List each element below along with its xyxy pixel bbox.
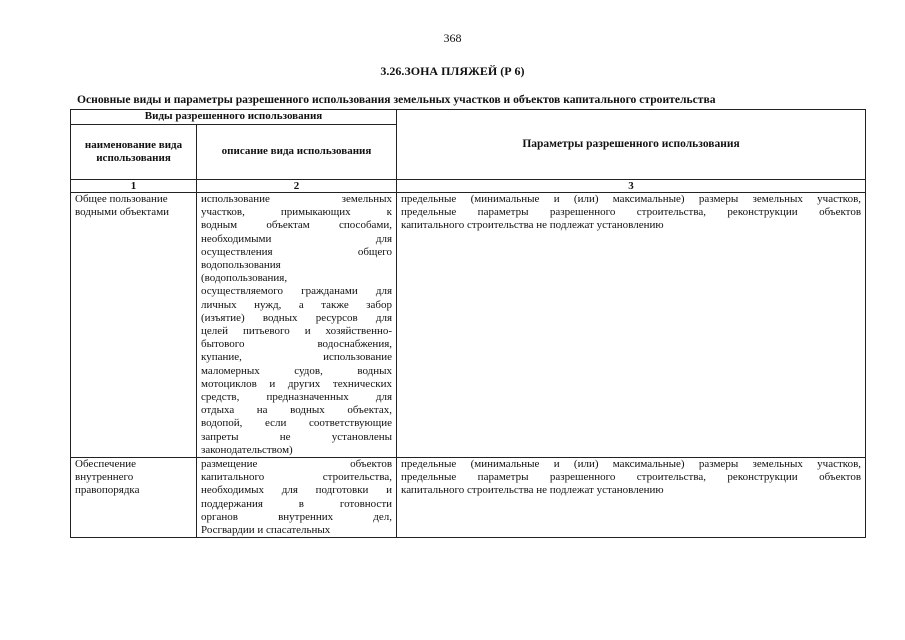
use-name-cell: Общее пользование водными объектами bbox=[71, 193, 197, 458]
description-line: личных нужд, а также забор bbox=[201, 298, 393, 311]
parameters-line: предельные параметры разрешенного строительства, реконструкции объектов bbox=[401, 471, 862, 484]
description-line: запреты не установлены bbox=[201, 430, 393, 443]
page-number: 368 bbox=[443, 31, 462, 45]
use-parameters-cell bbox=[397, 458, 866, 538]
column-number: 2 bbox=[197, 180, 397, 193]
description-line: купание, использование bbox=[201, 351, 393, 364]
description-line: необходимых для подготовки и bbox=[201, 484, 393, 497]
description-line: Росгвардии и спасательных bbox=[201, 524, 331, 537]
description-line: осуществляемого гражданами для bbox=[201, 285, 393, 298]
params-header: Параметры разрешенного использования bbox=[397, 110, 866, 180]
description-line: водным объектам способами, bbox=[201, 219, 393, 232]
description-line: необходимыми для bbox=[201, 232, 393, 245]
use-description-cell bbox=[197, 458, 397, 538]
use-parameters-cell bbox=[397, 193, 866, 458]
name-header: наименование вида использования bbox=[71, 125, 197, 180]
description-line: целей питьевого и хозяйственно- bbox=[201, 325, 393, 338]
table-row bbox=[71, 193, 866, 458]
description-line: использование земельных bbox=[201, 193, 393, 205]
description-line: участков, примыкающих к bbox=[201, 206, 393, 219]
description-line: органов внутренних дел, bbox=[201, 510, 393, 523]
description-line: размещение объектов bbox=[201, 458, 393, 471]
parameters-line: капитального строительства не подлежат установлению bbox=[401, 219, 664, 232]
zone-title: 3.26.ЗОНА ПЛЯЖЕЙ (Р 6) bbox=[380, 64, 525, 78]
description-line: водопользования bbox=[201, 259, 281, 272]
description-line: законодательством) bbox=[201, 443, 293, 456]
description-line: отдыха на водных объектах, bbox=[201, 404, 393, 417]
description-line: маломерных судов, водных bbox=[201, 364, 393, 377]
use-description-cell bbox=[197, 193, 397, 458]
description-line: мотоциклов и других технических bbox=[201, 377, 393, 390]
column-number: 1 bbox=[71, 180, 197, 193]
description-line: поддержания в готовности bbox=[201, 497, 393, 510]
table-caption: Основные виды и параметры разрешенного использования земельных участков и объектов капитального строительства bbox=[77, 93, 716, 106]
description-line: бытового водоснабжения, bbox=[201, 338, 393, 351]
description-line: капитального строительства, bbox=[201, 471, 393, 484]
description-line: осуществления общего bbox=[201, 245, 393, 258]
column-number: 3 bbox=[397, 180, 866, 193]
parameters-line: предельные (минимальные и (или) максимальные) размеры земельных участков, bbox=[401, 458, 862, 471]
description-line: (водопользования, bbox=[201, 272, 288, 285]
description-line: водопой, если соответствующие bbox=[201, 417, 393, 430]
parameters-line: капитального строительства не подлежат установлению bbox=[401, 484, 664, 497]
group-header: Виды разрешенного использования bbox=[71, 110, 397, 125]
table-row bbox=[71, 458, 866, 538]
parameters-table bbox=[70, 109, 866, 538]
description-line: средств, предназначенных для bbox=[201, 391, 393, 404]
use-name-cell: Обеспечение внутреннего правопорядка bbox=[71, 458, 197, 538]
description-line: (изъятие) водных ресурсов для bbox=[201, 311, 393, 324]
description-header: описание вида использования bbox=[197, 125, 397, 180]
parameters-line: предельные (минимальные и (или) максимальные) размеры земельных участков, bbox=[401, 193, 862, 205]
parameters-line: предельные параметры разрешенного строительства, реконструкции объектов bbox=[401, 206, 862, 219]
